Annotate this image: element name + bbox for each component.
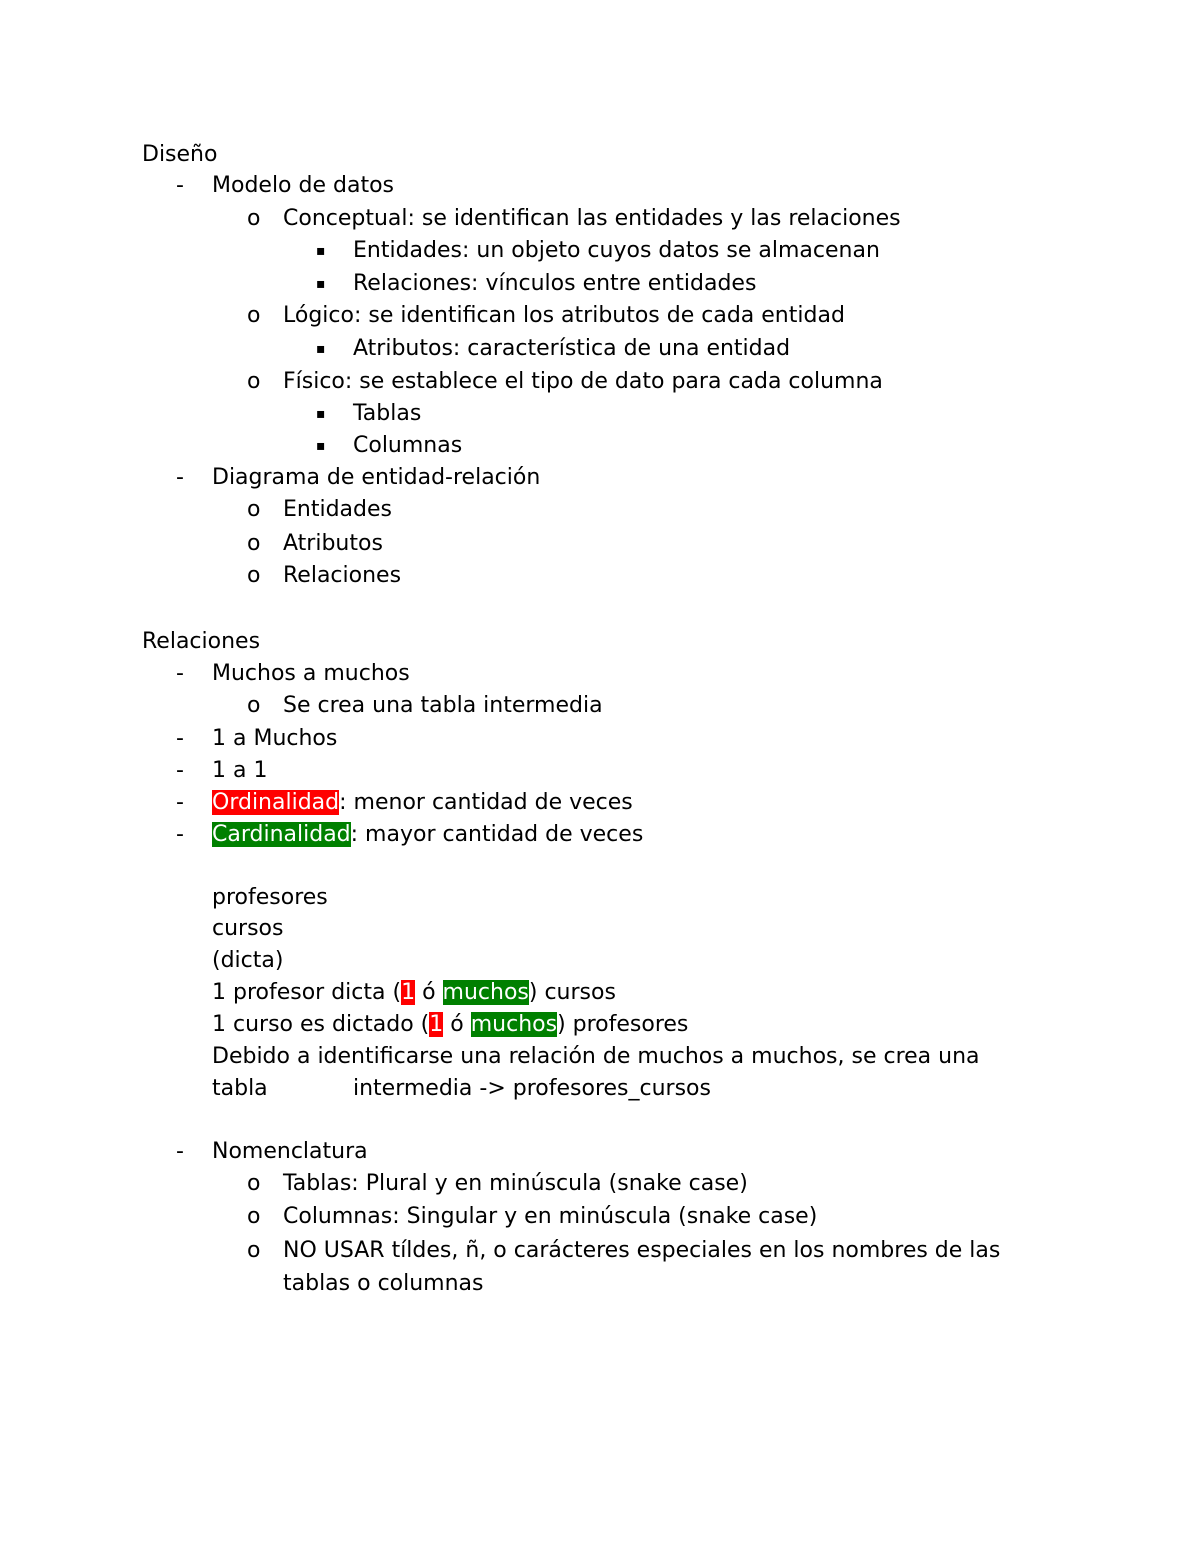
example-profesor-dicta: [212, 979, 616, 1007]
item-tabla-intermedia: Se crea una tabla intermedia: [283, 693, 603, 718]
item-diagrama: Diagrama de entidad-relación: [212, 465, 541, 490]
example-dicta: (dicta): [212, 948, 284, 973]
circle-bullet: o: [247, 303, 261, 328]
heading-relaciones: Relaciones: [142, 629, 261, 654]
many-highlight: muchos: [470, 1012, 558, 1037]
circle-bullet: o: [247, 1204, 261, 1229]
circle-bullet: o: [247, 693, 261, 718]
dash-bullet: -: [176, 1139, 184, 1164]
item-diagrama-entidades: Entidades: [283, 497, 392, 522]
text: 1 profesor dicta (: [212, 980, 402, 1005]
many-highlight: muchos: [442, 980, 529, 1005]
item-entidades-def: Entidades: un objeto cuyos datos se almacenan: [353, 238, 880, 263]
text: ó: [443, 1012, 471, 1037]
example-profesores: profesores: [212, 885, 328, 910]
item-relaciones-def: Relaciones: vínculos entre entidades: [353, 271, 757, 296]
text: 1 curso es dictado (: [212, 1012, 430, 1037]
item-diagrama-atributos: Atributos: [283, 531, 383, 556]
square-bullet: ▪: [316, 341, 326, 357]
square-bullet: ▪: [316, 243, 326, 259]
heading-diseno: Diseño: [142, 142, 218, 167]
example-cursos: cursos: [212, 916, 284, 941]
item-nomen-tablas: Tablas: Plural y en minúscula (snake case): [283, 1171, 748, 1196]
ordinalidad-desc: : menor cantidad de veces: [339, 790, 633, 815]
circle-bullet: o: [247, 369, 261, 394]
cardinalidad-desc: : mayor cantidad de veces: [350, 822, 644, 847]
item-nomenclatura: Nomenclatura: [212, 1139, 368, 1164]
example-intermedia: intermedia -> profesores_cursos: [353, 1076, 711, 1101]
circle-bullet: o: [247, 1171, 261, 1196]
item-nomen-no-usar: NO USAR tíldes, ñ, o carácteres especiales en los nombres de las: [283, 1238, 1001, 1263]
square-bullet: ▪: [316, 406, 326, 422]
dash-bullet: -: [176, 661, 184, 686]
dash-bullet: -: [176, 726, 184, 751]
one-highlight: 1: [401, 980, 416, 1005]
item-logico: Lógico: se identifican los atributos de cada entidad: [283, 303, 845, 328]
item-conceptual: Conceptual: se identifican las entidades y las relaciones: [283, 206, 901, 231]
ordinalidad-highlight: Ordinalidad: [212, 790, 340, 815]
example-debido: Debido a identificarse una relación de muchos a muchos, se crea una: [212, 1044, 980, 1069]
example-tabla-word: tabla: [212, 1076, 268, 1101]
dash-bullet: -: [176, 758, 184, 783]
circle-bullet: o: [247, 563, 261, 588]
item-columnas: Columnas: [353, 433, 463, 458]
dash-bullet: -: [176, 465, 184, 490]
dash-bullet: -: [176, 173, 184, 198]
item-fisico: Físico: se establece el tipo de dato para cada columna: [283, 369, 883, 394]
circle-bullet: o: [247, 531, 261, 556]
example-curso-dictado: [212, 1011, 688, 1039]
text: ó: [415, 980, 443, 1005]
circle-bullet: o: [247, 497, 261, 522]
item-uno-a-muchos: 1 a Muchos: [212, 726, 338, 751]
item-ordinalidad: [212, 789, 633, 817]
text: ) profesores: [557, 1012, 689, 1037]
item-diagrama-relaciones: Relaciones: [283, 563, 402, 588]
square-bullet: ▪: [316, 276, 326, 292]
dash-bullet: -: [176, 822, 184, 847]
item-nomen-columnas: Columnas: Singular y en minúscula (snake case): [283, 1204, 818, 1229]
cardinalidad-highlight: Cardinalidad: [212, 822, 351, 847]
item-modelo-de-datos: Modelo de datos: [212, 173, 394, 198]
item-uno-a-uno: 1 a 1: [212, 758, 268, 783]
item-atributos-def: Atributos: característica de una entidad: [353, 336, 791, 361]
item-tablas: Tablas: [353, 401, 422, 426]
item-nomen-no-usar-cont: tablas o columnas: [283, 1271, 484, 1296]
one-highlight: 1: [429, 1012, 444, 1037]
item-muchos-a-muchos: Muchos a muchos: [212, 661, 410, 686]
dash-bullet: -: [176, 790, 184, 815]
circle-bullet: o: [247, 1238, 261, 1263]
text: ) cursos: [528, 980, 616, 1005]
item-cardinalidad: [212, 821, 643, 849]
circle-bullet: o: [247, 206, 261, 231]
square-bullet: ▪: [316, 438, 326, 454]
